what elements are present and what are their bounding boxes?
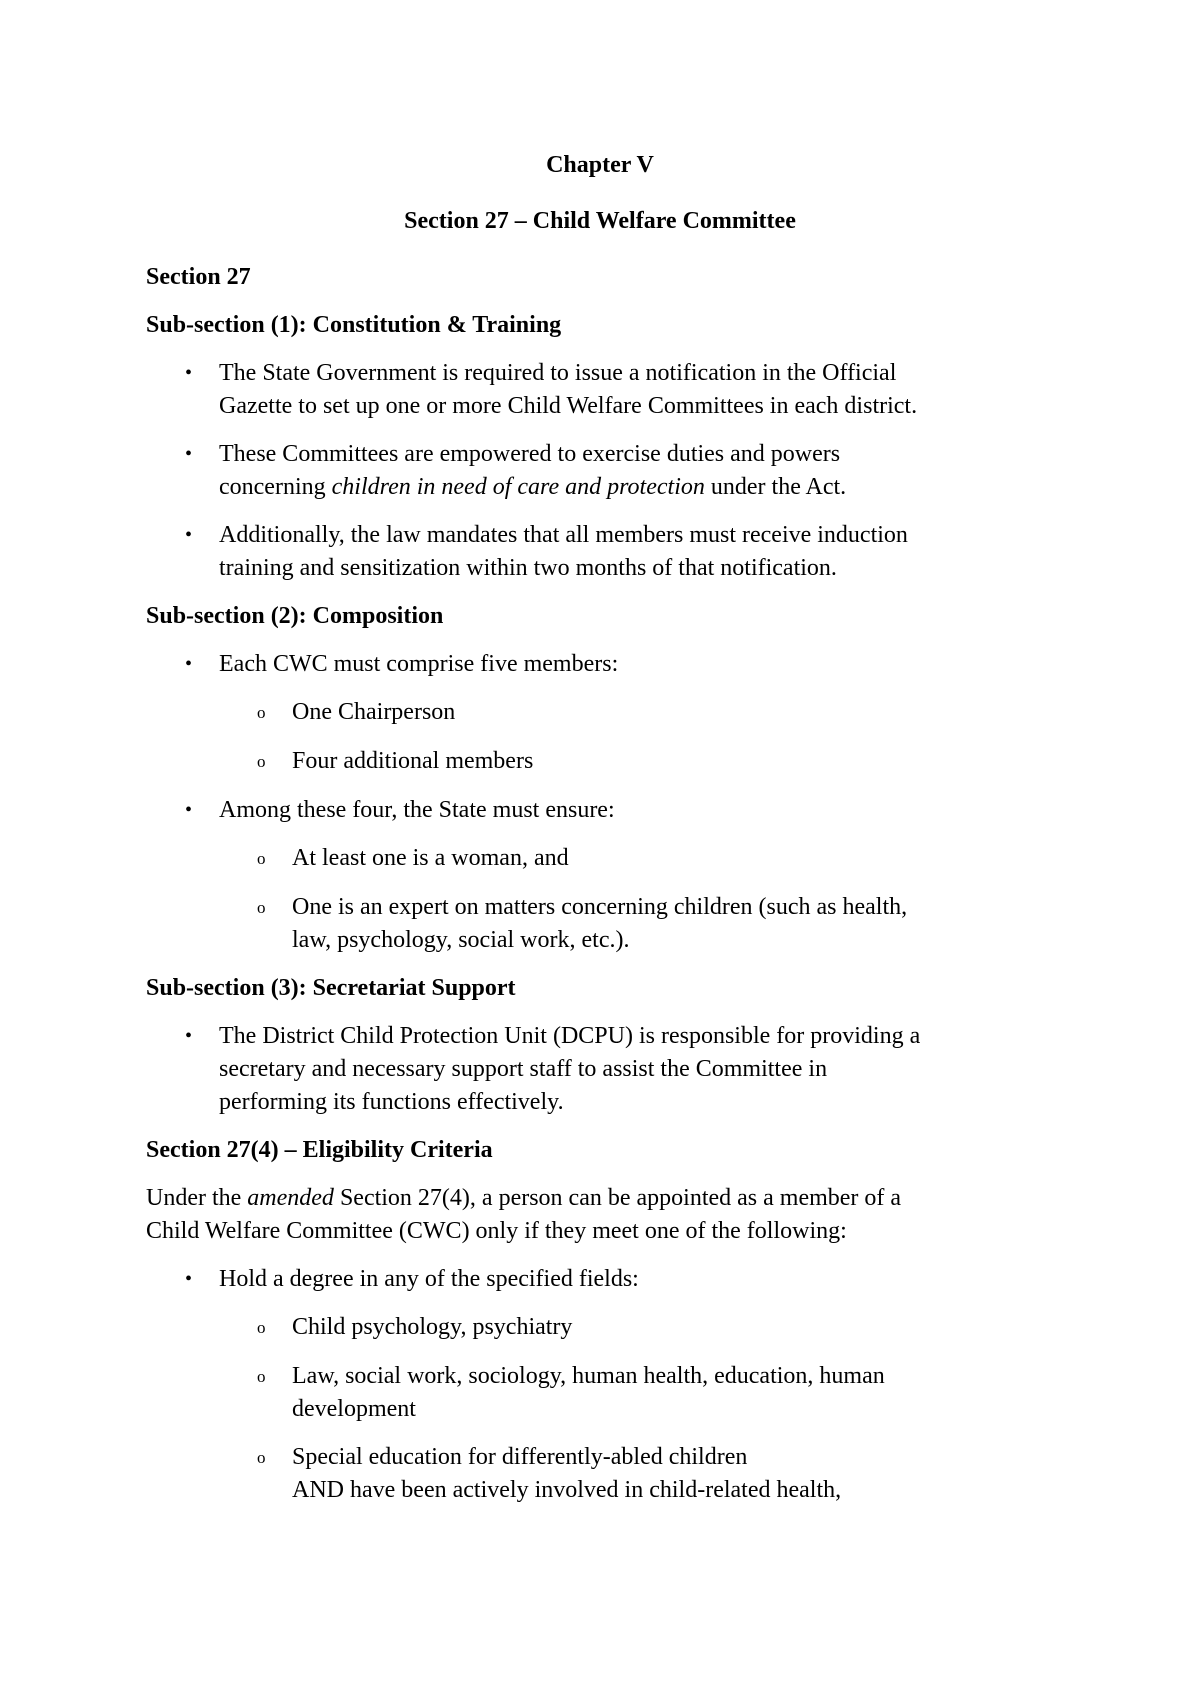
bullet-icon: • <box>185 362 193 384</box>
sub1-bullet1-line2: Gazette to set up one or more Child Welfare Committees in each district. <box>219 393 918 419</box>
sub2-bullet2-sub2-line2: law, psychology, social work, etc.). <box>292 927 630 953</box>
bullet-icon: • <box>185 1268 193 1290</box>
sub3-bullet1-line1: The District Child Protection Unit (DCPU) is responsible for providing a <box>219 1023 921 1049</box>
sec274-sub1: Child psychology, psychiatry <box>292 1314 573 1340</box>
sub2-bullet2-sub2-line1: One is an expert on matters concerning children (such as health, <box>292 894 908 920</box>
section-title: Section 27 – Child Welfare Committee <box>404 208 796 234</box>
sec274-sub3-line2: AND have been actively involved in child-related health, <box>292 1477 842 1503</box>
sec274-paragraph-line1: Under the amended Section 27(4), a person can be appointed as a member of a <box>146 1185 902 1211</box>
bullet-icon: • <box>185 653 193 675</box>
sub3-bullet1-line2: secretary and necessary support staff to assist the Committee in <box>219 1056 828 1082</box>
sub2-bullet2-sub1: At least one is a woman, and <box>292 845 569 871</box>
sub1-bullet3-line2: training and sensitization within two months of that notification. <box>219 555 837 581</box>
sub1-bullet2-line2: concerning children in need of care and protection under the Act. <box>219 474 847 500</box>
sub2-bullet1-sub2: Four additional members <box>292 748 534 774</box>
bullet-icon: • <box>185 443 193 465</box>
bullet-icon: • <box>185 524 193 546</box>
bullet-icon: • <box>185 1025 193 1047</box>
chapter-title: Chapter V <box>546 152 654 178</box>
bullet-icon: • <box>185 799 193 821</box>
sub1-bullet2-line1: These Committees are empowered to exercise duties and powers <box>219 441 841 467</box>
sub2-bullet1: Each CWC must comprise five members: <box>219 651 619 677</box>
sub-bullet-icon: o <box>257 849 266 868</box>
sec274-heading: Section 27(4) – Eligibility Criteria <box>146 1137 493 1163</box>
sub1-heading: Sub-section (1): Constitution & Training <box>146 312 562 338</box>
sec274-paragraph-line2: Child Welfare Committee (CWC) only if they meet one of the following: <box>146 1218 847 1244</box>
sub2-bullet2: Among these four, the State must ensure: <box>219 797 615 823</box>
sub-bullet-icon: o <box>257 752 266 771</box>
sec274-bullet1: Hold a degree in any of the specified fields: <box>219 1266 639 1292</box>
italic-word: amended <box>247 1185 334 1211</box>
sub-bullet-icon: o <box>257 703 266 722</box>
sub1-bullet1-line1: The State Government is required to issue a notification in the Official <box>219 360 897 386</box>
sub-bullet-icon: o <box>257 1448 266 1467</box>
sub3-bullet1-line3: performing its functions effectively. <box>219 1089 564 1115</box>
sub-bullet-icon: o <box>257 1367 266 1386</box>
italic-phrase: children in need of care and protection <box>331 474 705 500</box>
sec274-sub2-line1: Law, social work, sociology, human health, education, human <box>292 1363 885 1389</box>
sub3-heading: Sub-section (3): Secretariat Support <box>146 975 516 1001</box>
sub2-bullet1-sub1: One Chairperson <box>292 699 456 725</box>
sub-bullet-icon: o <box>257 1318 266 1337</box>
sub-bullet-icon: o <box>257 898 266 917</box>
sec274-sub2-line2: development <box>292 1396 416 1422</box>
sec274-sub3-line1: Special education for differently-abled children <box>292 1444 748 1470</box>
sub2-heading: Sub-section (2): Composition <box>146 603 444 629</box>
sub1-bullet3-line1: Additionally, the law mandates that all members must receive induction <box>219 522 908 548</box>
section-heading: Section 27 <box>146 264 251 290</box>
